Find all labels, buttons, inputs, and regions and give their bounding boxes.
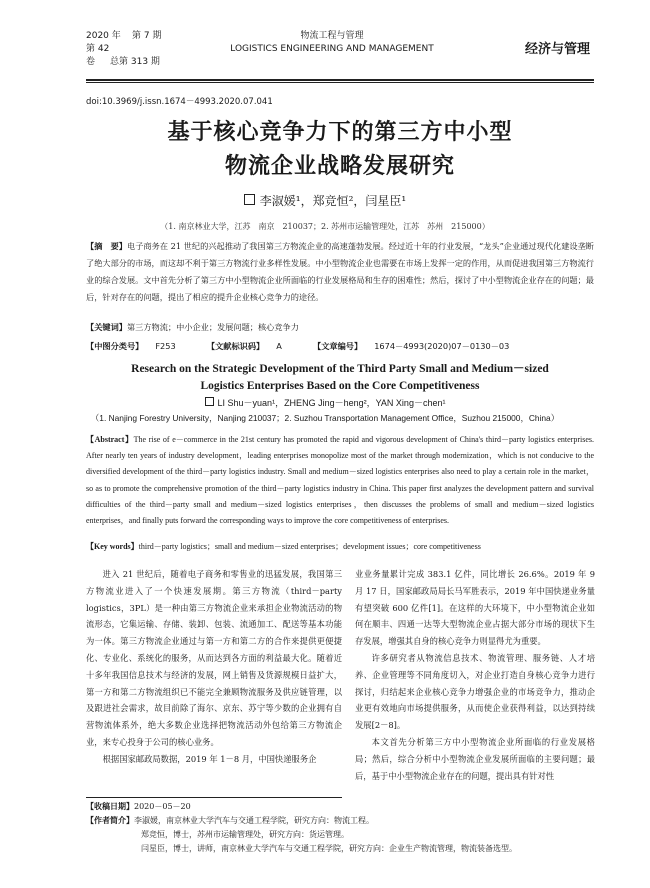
- body-paragraph: 业业务量累计完成 383.1 亿件，同比增长 26.6%。2019 年 9 月 17 日，国家邮政局局长马军胜表示，2019 年中国快递业务量有望突破 600 亿件[1]。在这样的大环境下，中小型物流企业如何在顺丰、四通一达等大型物流企业占据大部分市场的现状下生存发展，增强其自身的核心竞争力则显得尤为重要。: [355, 569, 595, 647]
- journal-name-en: LOGISTICS ENGINEERING AND MANAGEMENT: [230, 44, 434, 54]
- author-bio-3: 闫星臣，博士，讲师，南京林业大学汽车与交通工程学院，研究方向：企业生产物流管理，物流装备选型。: [141, 844, 517, 853]
- title-en-line-2: Logistics Enterprises Based on the Core Competitiveness: [200, 380, 480, 392]
- journal-name: [214, 30, 450, 56]
- title-line-2: 物流企业战略发展研究: [224, 153, 455, 179]
- authors-en-text: LI Shu－yuan¹，ZHENG Jing－heng²，YAN Xing－chen¹: [217, 398, 446, 408]
- keywords-cn: [86, 322, 594, 333]
- keywords-en-text: third－party logistics；small and medium－sized enterprises；development issues；core competitiveness: [138, 542, 481, 551]
- box-icon: [244, 194, 255, 205]
- doc-code-value: A: [276, 341, 282, 351]
- classification-row: [86, 341, 594, 352]
- author-bio-2: 郑竞恒，博士，苏州市运输管理处，研究方向：货运管理。: [141, 830, 349, 839]
- body-paragraph: 本文首先分析第三方中小型物流企业所面临的行业发展格局；然后，综合分析中小型物流企业发展所面临的主要问题；最后，基于中小型物流企业存在的问题，提出具有针对性: [355, 736, 595, 781]
- issue-info: [86, 30, 161, 69]
- author-bio-1: 李淑媛，南京林业大学汽车与交通工程学院，研究方向：物流工程。: [134, 816, 374, 825]
- body-column-right: [355, 566, 595, 784]
- received-date: 2020－05－20: [134, 802, 191, 811]
- author-bio-label: 【作者简介】: [86, 816, 134, 825]
- section-name: 经济与管理: [524, 42, 590, 57]
- article-number-value: 1674－4993(2020)07－0130－03: [374, 341, 510, 351]
- header-rule-thick: [86, 79, 594, 81]
- abstract-en-label: 【Abstract】: [86, 435, 134, 444]
- abstract-en-text: The rise of e－commerce in the 21st century has promoted the rapid and vigorous development of China's third－party logistics enterprises. After nearly ten years of industry development，leading enterprises monopolize most of the market through modernization，which is not conducive to the diversified development of the third－party logistics industry. Small and medium－sized logistics enterprises also need to play a certain role in the market，so as to promote the comprehensive promotion of the third－party logistics industry in China. This paper first analyzes the development pattern and survival difficulties of the third－party small and medium－sized logistics enterprises，then discusses the problems of small and medium－sized logistics enterprises，and finally puts forward the corresponding ways to improve the core competitiveness of enterprises.: [86, 435, 594, 526]
- header-rule-thin: [86, 82, 594, 83]
- page-header: [86, 30, 594, 74]
- journal-name-cn: 物流工程与管理: [300, 31, 364, 41]
- title-line-1: 基于核心竞争力下的第三方中小型: [167, 119, 513, 145]
- keywords-cn-label: 【关键词】: [86, 322, 127, 332]
- footnotes: [86, 800, 594, 856]
- issue: 第 7 期: [132, 31, 162, 41]
- affiliation-cn: （1. 南京林业大学，江苏 南京 210037；2. 苏州市运输管理处，江苏 苏州 215000）: [160, 222, 490, 231]
- authors-en: [0, 396, 650, 409]
- abstract-cn: [86, 238, 594, 306]
- paper-title: [86, 115, 594, 183]
- keywords-cn-text: 第三方物流；中小企业；发展问题；核心竞争力: [126, 322, 299, 332]
- abstract-cn-label: 【摘 要】: [86, 241, 128, 251]
- footnote-rule: [86, 797, 342, 798]
- paper-title-en: [86, 361, 594, 395]
- year: 2020 年: [86, 31, 121, 41]
- authors-cn: [0, 192, 650, 209]
- box-icon: [205, 397, 214, 406]
- received-label: 【收稿日期】: [86, 802, 134, 811]
- title-en-line-1: Research on the Strategic Development of the Third Party Small and Medium－sized: [131, 363, 549, 375]
- article-number-label: 【文章编号】: [313, 341, 363, 351]
- clc-label: 【中图分类号】: [86, 341, 144, 351]
- body-paragraph: 根据国家邮政局数据，2019 年 1－8 月，中国快递服务企: [102, 753, 317, 764]
- affiliation-en: （1. Nanjing Forestry University，Nanjing 210037；2. Suzhou Transportation Management Office，Suzhou 215000，China）: [90, 413, 560, 423]
- abstract-en: [86, 432, 594, 529]
- doc-code-label: 【文献标识码】: [206, 341, 265, 351]
- doi: doi:10.3969/j.issn.1674－4993.2020.07.041: [86, 97, 273, 107]
- body-paragraph: 进入 21 世纪后，随着电子商务和零售业的迅猛发展，我国第三方物流业进入了一个快速发展期。第三方物流（third－party logistics，3PL）是一种由第三方物流企业来承担企业物流活动的物流形态，它集运输、存储、装卸、包装、流通加工、配送等基本功能为一体。第三方物流企业通过与第一方和第二方的合作来提供更便捷化、专业化、系统化的服务，从而达到各方面的利益最大化。随着近十多年我国信息技术与经济的发展，网上销售及货源规模日益扩大，第一方和第二方物流组织已不能完全兼顾物流服务及供应链管理，以及跟进社会需求，故目前除了海尔、京东、苏宁等少数的企业拥有自营物流体系外，绝大多数企业选择把物流活动外包给第三方物流企业，来专心投身于公司的核心业务。: [86, 569, 342, 747]
- clc-value: F253: [155, 341, 176, 351]
- abstract-cn-text: 电子商务在 21 世纪的兴起推动了我国第三方物流企业的高速蓬勃发展。经过近十年的行业发展，“龙头”企业通过现代化建设垄断了绝大部分的市场，而这却不利于第三方物流行业多样性发展。中小型物流企业也需要在市场上发挥一定的作用，从而促进我国第三方物流行业的综合发展。文中首先分析了第三方中小型物流企业所面临的行业发展格局和生存的困难性；然后，探讨了中小型物流企业存在的问题；最后，针对存在的问题，提出了相应的提升企业核心竞争力的途径。: [86, 241, 594, 302]
- volume: 第 42 卷: [86, 44, 110, 67]
- keywords-en-label: 【Key words】: [86, 542, 139, 551]
- body-paragraph: 许多研究者从物流信息技术、物流管理、服务链、人才培养、企业管理等不同角度切入，对企业打造自身核心竞争力进行探讨，归结起来企业核心竞争力增强企业的市场竞争力，推动企业更有效地向市场提供服务，从而使企业获得利益，以达到持续发展[2－8]。: [355, 652, 595, 731]
- body-column-left: [86, 566, 342, 768]
- keywords-en: [86, 541, 594, 552]
- total-issue: 总第 313 期: [110, 57, 160, 67]
- authors-cn-text: 李淑媛¹，郑竞恒²，闫星臣¹: [259, 194, 407, 208]
